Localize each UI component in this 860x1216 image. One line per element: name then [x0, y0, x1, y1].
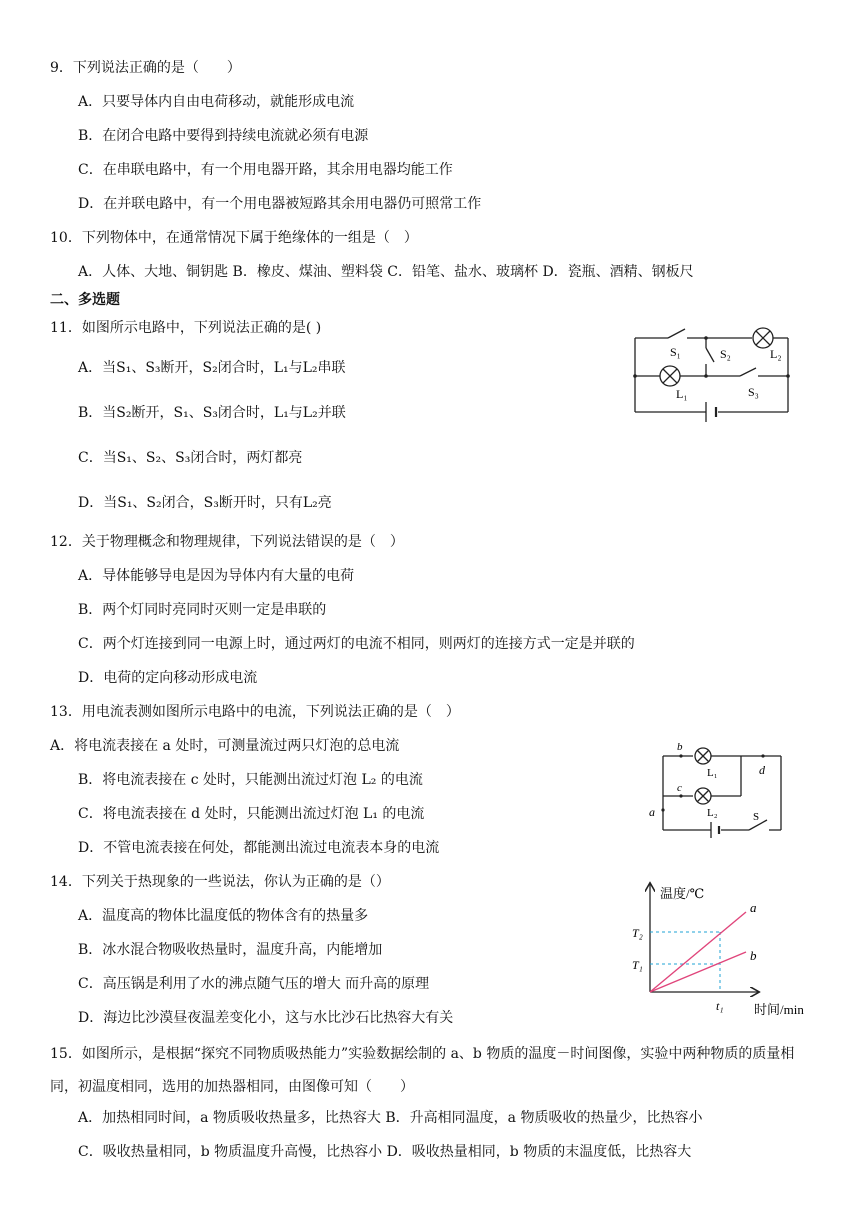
q11-label-l2: L₂ [770, 347, 782, 361]
graph-label-b: b [750, 948, 757, 963]
q9-option-a: A．只要导体内自由电荷移动，就能形成电流 [78, 94, 355, 110]
q12-option-d: D．电荷的定向移动形成电流 [78, 670, 258, 686]
q11-option-c: C．当S₁、S₂、S₃闭合时，两灯都亮 [78, 450, 303, 466]
q13-label-s: S [753, 811, 760, 823]
q9-option-d: D．在并联电路中，有一个用电器被短路其余用电器仍可照常工作 [78, 196, 482, 212]
q10-options: A．人体、大地、铜钥匙 B．橡皮、煤油、塑料袋 C．铅笔、盐水、玻璃杯 D．瓷瓶、酒精、钢板尺 [78, 264, 694, 280]
q12-option-b: B．两个灯同时亮同时灭则一定是串联的 [78, 602, 327, 618]
q13-label-b: b [677, 741, 683, 753]
q13-label-a: a [649, 805, 655, 819]
q12-option-c: C．两个灯连接到同一电源上时，通过两灯的电流不相同，则两灯的连接方式一定是并联的 [78, 636, 635, 652]
q13-option-d: D．不管电流表接在何处，都能测出流过电流表本身的电流 [78, 840, 440, 856]
q14-option-b: B．冰水混合物吸收热量时，温度升高，内能增加 [78, 942, 383, 958]
q14-option-a: A．温度高的物体比温度低的物体含有的热量多 [78, 908, 369, 924]
q9-option-c: C．在串联电路中，有一个用电器开路，其余用电器均能工作 [78, 162, 453, 178]
temperature-time-graph [628, 880, 823, 1015]
q11-circuit-diagram [630, 326, 795, 426]
q14-option-d: D．海边比沙漠昼夜温差变化小，这与水比沙石比热容大有关 [78, 1010, 454, 1026]
q15-stem: 15．如图所示，是根据“探究不同物质吸热能力”实验数据绘制的 a、b 物质的温度－时间图像，实验中两种物质的质量相同，初温度相同，选用的加热器相同，由图像可知（ ） [50, 1046, 795, 1095]
graph-line-a [650, 912, 746, 992]
q11-label-s3: S₃ [748, 385, 759, 399]
q11-option-b: B．当S₂断开，S₁、S₃闭合时，L₁与L₂并联 [78, 405, 346, 421]
graph-label-a: a [750, 900, 757, 915]
q11-label-l1: L₁ [676, 387, 688, 401]
q12-stem: 12．关于物理概念和物理规律，下列说法错误的是（ ） [50, 534, 404, 550]
q13-label-d: d [759, 763, 765, 777]
q12-option-a: A．导体能够导电是因为导体内有大量的电荷 [78, 568, 355, 584]
q9-stem: 9．下列说法正确的是（ ） [50, 60, 241, 76]
q11-label-s2: S₂ [720, 347, 731, 361]
q11-option-d: D．当S₁、S₂闭合，S₃断开时，只有L₂亮 [78, 495, 332, 511]
q13-option-c: C．将电流表接在 d 处时，只能测出流过灯泡 L₁ 的电流 [78, 806, 425, 822]
q11-option-a: A．当S₁、S₃断开，S₂闭合时，L₁与L₂串联 [78, 360, 346, 376]
graph-y-label: 温度/℃ [660, 886, 705, 901]
q14-option-c: C．高压锅是利用了水的沸点随气压的增大 而升高的原理 [78, 976, 430, 992]
graph-label-t1: T₁ [632, 958, 643, 972]
q11-label-s1: S₁ [670, 345, 681, 359]
q11-stem: 11．如图所示电路中，下列说法正确的是( ) [50, 320, 322, 336]
q13-circuit-diagram [645, 740, 795, 840]
q15-options-cd: C．吸收热量相同，b 物质温度升高慢，比热容小 D．吸收热量相同，b 物质的末温度低，比热容大 [78, 1144, 692, 1160]
q14-stem: 14．下列关于热现象的一些说法，你认为正确的是（） [50, 874, 390, 890]
q13-option-b: B．将电流表接在 c 处时，只能测出流过灯泡 L₂ 的电流 [78, 772, 423, 788]
q13-label-l1: L₁ [707, 767, 718, 779]
graph-label-t2: T₂ [632, 926, 643, 940]
graph-x-label: 时间/min [754, 1002, 804, 1017]
q9-option-b: B．在闭合电路中要得到持续电流就必须有电源 [78, 128, 369, 144]
q13-label-c: c [677, 782, 682, 794]
q15-options-ab: A．加热相同时间，a 物质吸收热量多，比热容大 B．升高相同温度，a 物质吸收的热量少，比热容小 [78, 1110, 703, 1126]
q13-label-l2: L₂ [707, 807, 718, 819]
section-heading: 二、多选题 [50, 292, 120, 308]
q13-stem: 13．用电流表测如图所示电路中的电流，下列说法正确的是（ ） [50, 704, 460, 720]
q10-stem: 10．下列物体中，在通常情况下属于绝缘体的一组是（ ） [50, 230, 418, 246]
graph-label-time-t1: t₁ [716, 999, 724, 1013]
q13-option-a: A．将电流表接在 a 处时，可测量流过两只灯泡的总电流 [50, 738, 400, 754]
graph-line-b [650, 952, 746, 992]
